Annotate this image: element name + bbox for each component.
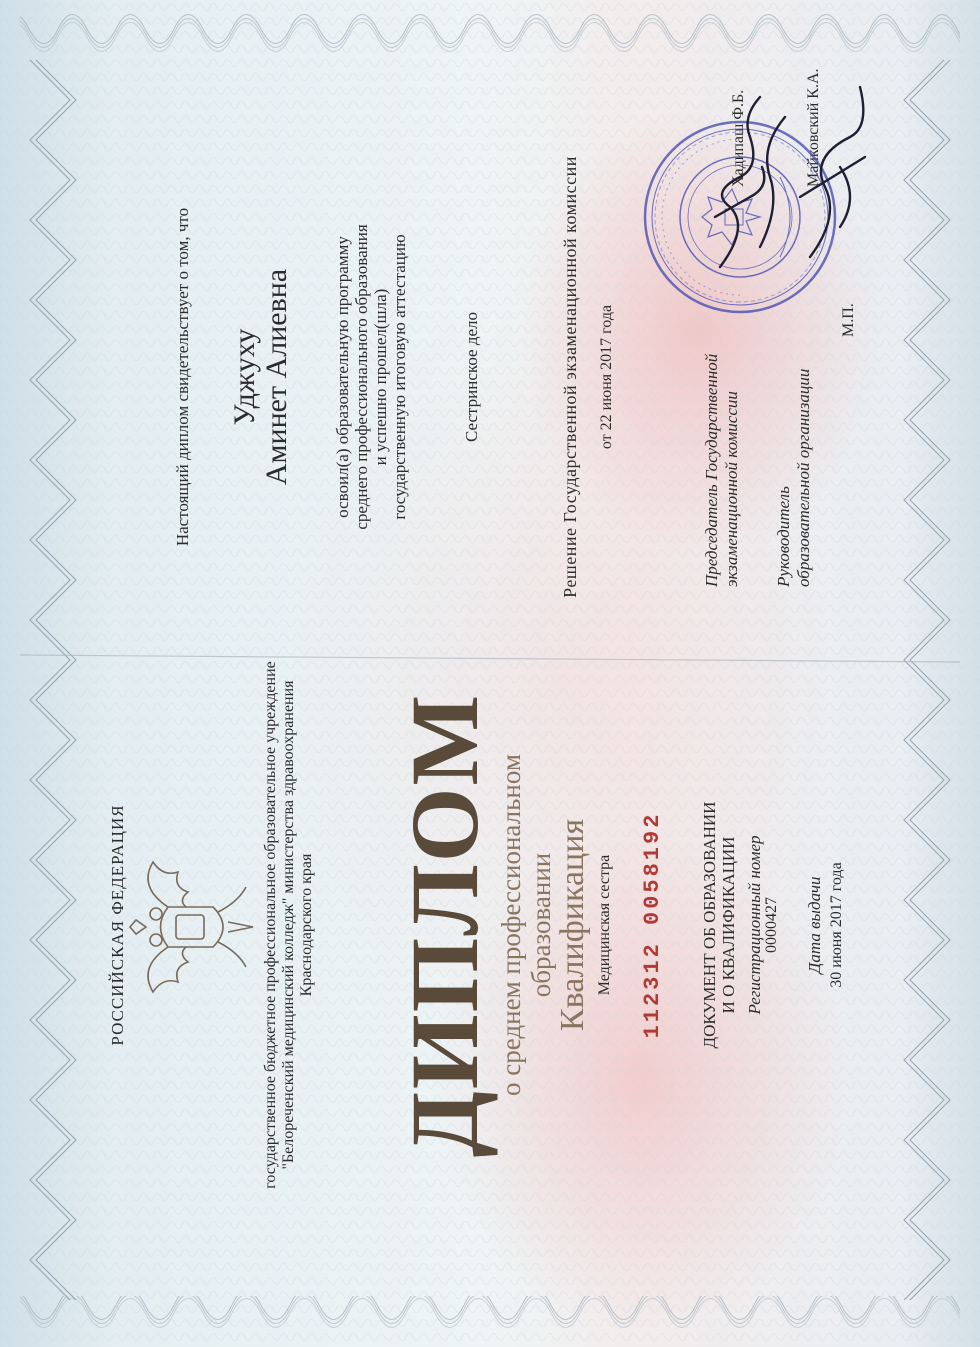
- head-name: Майковский К.А.: [805, 68, 822, 187]
- head-label-line-2: образовательной организации: [794, 368, 813, 587]
- body-line-2: среднего профессионального образования: [352, 224, 371, 530]
- body-line-3: и успешно прошел(шла): [371, 288, 390, 466]
- handwritten-signature: [690, 67, 890, 287]
- institution-line-2: "Белореченский медицинский колледж" министерства здравоохранения: [280, 680, 297, 1170]
- decision-line: Решение Государственной экзаменационной комиссии: [560, 156, 580, 598]
- doc-type-line-2: И О КВАЛИФИКАЦИИ: [719, 836, 738, 1014]
- chair-name: Хадипаш Ф.Б.: [730, 89, 747, 187]
- reg-number-label: Регистрационный номер: [745, 835, 764, 1015]
- institution-line-3: Краснодарского края: [298, 853, 315, 997]
- intro-text: Настоящий диплом свидетельствует о том, что: [173, 207, 192, 547]
- decision-date: от 22 июня 2017 года: [598, 304, 615, 450]
- serial-number: 112312 0058192: [640, 811, 665, 1039]
- doc-title: ДИПЛОМ: [391, 692, 498, 1158]
- qualification-value: Медицинская сестра: [596, 854, 613, 996]
- head-label-line-1: Руководитель: [774, 486, 793, 587]
- holder-surname: Уджуху: [228, 328, 261, 426]
- issue-date-value: 30 июня 2017 года: [828, 862, 845, 988]
- qualification-heading: Квалификация: [554, 818, 591, 1032]
- subtitle-line-2: образовании: [526, 852, 556, 998]
- holder-given-names: Аминет Алиевна: [260, 268, 293, 486]
- institution-line-1: государственное бюджетное профессиональное образовательное учреждение: [262, 661, 279, 1189]
- chair-label-line-2: экзаменационной комиссии: [722, 391, 741, 587]
- body-line-1: освоил(а) образовательную программу: [333, 236, 352, 518]
- issue-date-label: Дата выдачи: [805, 876, 824, 974]
- doc-type-line-1: ДОКУМЕНТ ОБ ОБРАЗОВАНИИ: [700, 801, 719, 1049]
- country-label: РОССИЙСКАЯ ФЕДЕРАЦИЯ: [108, 804, 127, 1046]
- reg-number-value: 0000427: [763, 897, 780, 953]
- subtitle-line-1: о среднем профессиональном: [496, 754, 526, 1096]
- seal-mark: М.П.: [840, 303, 857, 337]
- chair-label-line-1: Председатель Государственной: [702, 353, 721, 587]
- double-headed-eagle-emblem: [128, 852, 258, 1002]
- body-line-4: государственную итоговую аттестацию: [390, 234, 409, 520]
- specialty: Сестринское дело: [462, 312, 481, 443]
